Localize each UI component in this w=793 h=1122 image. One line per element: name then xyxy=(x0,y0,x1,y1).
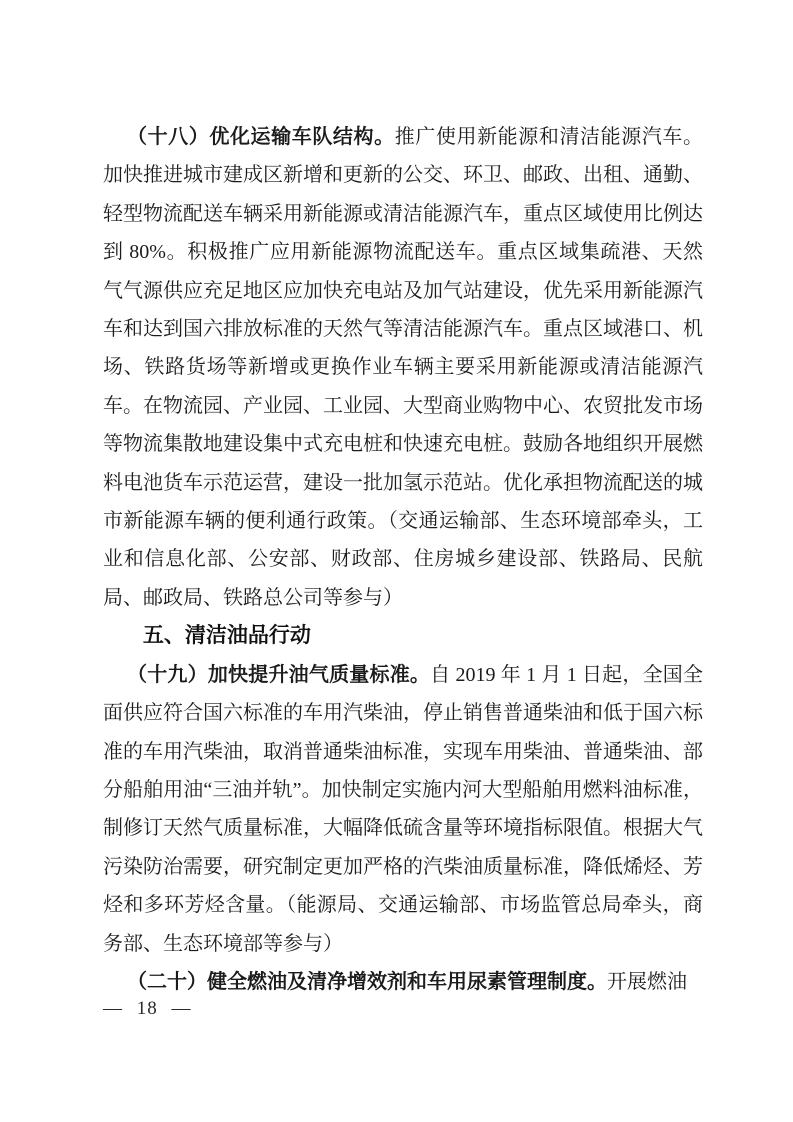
page-footer xyxy=(103,998,303,1020)
section-heading-clean-fuel-action: 五、清洁油品行动 xyxy=(142,624,311,648)
paragraph-item-19 xyxy=(103,656,703,963)
page-number: — 18 — xyxy=(103,998,192,1019)
paragraph-18-lead: （十八）优化运输车队结构。 xyxy=(127,126,395,148)
paragraph-20-text: 开展燃油 xyxy=(607,970,687,993)
paragraph-item-20 xyxy=(103,963,703,1001)
paragraph-20-lead: （二十）健全燃油及清净增效剂和车用尿素管理制度。 xyxy=(127,970,607,993)
paragraph-18-text: 推广使用新能源和清洁能源汽车。加快推进城市建成区新增和更新的公交、环卫、邮政、出租、通勤、轻型物流配送车辆采用新能源或清洁能源汽车，重点区域使用比例达到 80%。积极推广应用新能源物流配送车。重点区域集疏港、天然气气源供应充足地区应加快充电站及加气站建设，优先采用新能源汽车和达到国六排放标准的天然气等清洁能源汽车。重点区域港口、机场、铁路货场等新增或更换作业车辆主要采用新能源或清洁能源汽车。在物流园、产业园、工业园、大型商业购物中心、农贸批发市场等物流集散地建设集中式充电桩和快速充电桩。鼓励各地组织开展燃料电池货车示范运营，建设一批加氢示范站。优化承担物流配送的城市新能源车辆的便利通行政策。（交通运输部、生态环境部牵头，工业和信息化部、公安部、财政部、住房城乡建设部、铁路局、民航局、邮政局、铁路总公司等参与） xyxy=(103,126,704,609)
paragraph-19-lead: （十九）加快提升油气质量标准。 xyxy=(127,663,431,686)
document-body xyxy=(103,118,703,1001)
paragraph-item-18 xyxy=(103,118,703,617)
paragraph-19-text: 自 2019 年 1 月 1 日起，全国全面供应符合国六标准的车用汽柴油，停止销售普通柴油和低于国六标准的车用汽柴油，取消普通柴油标准，实现车用柴油、普通柴油、部分船舶用油“三油并轨”。加快制定实施内河大型船舶用燃料油标准，制修订天然气质量标准，大幅降低硫含量等环境指标限值。根据大气污染防治需要，研究制定更加严格的汽柴油质量标准，降低烯烃、芳烃和多环芳烃含量。（能源局、交通运输部、市场监管总局牵头，商务部、生态环境部等参与） xyxy=(103,663,704,955)
